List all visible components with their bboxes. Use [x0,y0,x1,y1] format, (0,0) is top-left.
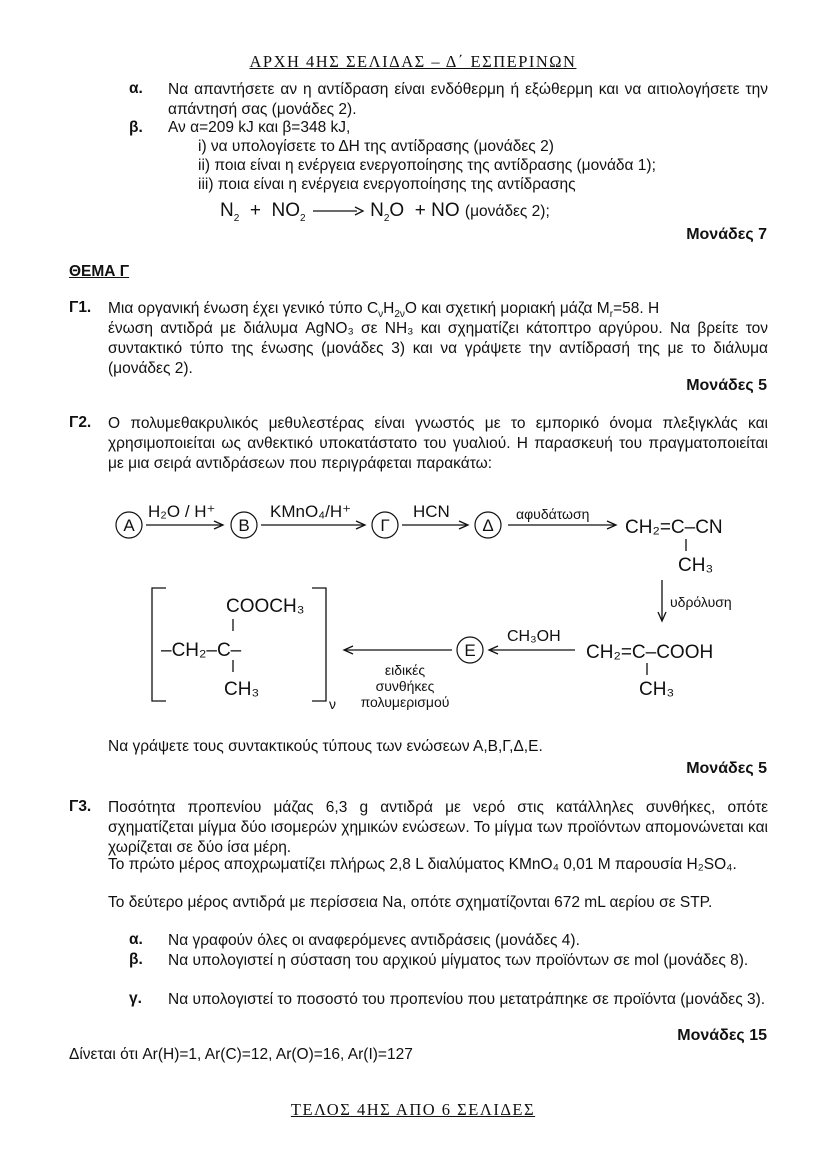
g3-marks: Μονάδες 15 [677,1027,767,1044]
reaction-suffix: (μονάδες 2); [464,203,550,220]
cond-line-3: πολυμερισμού [360,694,450,710]
given-values: Δίνεται ότι Ar(H)=1, Ar(C)=12, Ar(O)=16, Ar(I)=127 [69,1046,413,1063]
g2-question: Να γράψετε τους συντακτικούς τύπους των ενώσεων Α,Β,Γ,Δ,Ε. [108,738,543,755]
g3-item-c-label: γ. [129,990,142,1007]
polymer-chain: –CH₂–C– [161,640,242,661]
g3-p1: Ποσότητα προπενίου μάζας 6,3 g αντιδρά με νερό στις κατάλληλες συνθήκες, οπότε σχηματίζεται μίγμα δύο ισομερών χημικών ενώσεων. Το μίγμα των προϊόντων απομονώνεται και χωρίζεται σε δύο ίσα μέρη. [108,799,768,856]
node-g: Γ [380,516,390,535]
cond-line-2: συνθήκες [375,678,435,694]
node-b: Β [238,516,250,535]
arrow3-label: HCN [413,502,450,521]
methanol-label: CH₃OH [507,628,561,645]
cond-line-1: ειδικές [384,662,426,678]
g1-line1-post: O και σχετική μοριακή μάζα M [404,300,610,317]
g1-rest: ένωση αντιδρά με διάλυμα AgNO₃ σε NH₃ και σχηματίζει κάτοπτρο αργύρου. Να βρείτε τον συντακτικό τύπο της ένωσης (μονάδες 3) και να γράψετε την αντίδρασή της με το διάλυμα (μονάδες 2). [108,320,768,377]
g3-p2: Το πρώτο μέρος αποχρωματίζει πλήρως 2,8 L διαλύματος KMnO₄ 0,01 M παρουσία H₂SO₄. [108,856,737,873]
node-d: Δ [482,516,494,535]
part-b-item-2: ii) ποια είναι η ενέργεια ενεργοποίησης της αντίδρασης (μονάδα 1); [198,157,656,174]
part-a-label: α. [129,80,143,97]
synthesis-diagram [0,495,826,725]
hydrolysis-label: υδρόλυση [670,594,732,610]
g3-label: Γ3. [69,798,92,815]
part-b-item-1: i) να υπολογίσετε το ΔΗ της αντίδρασης (μονάδες 2) [198,138,554,155]
part-b-intro: Αν α=209 kJ και β=348 kJ, [168,119,351,136]
marks-b: Μονάδες 7 [686,226,767,243]
part-a-text: Να απαντήσετε αν η αντίδραση είναι ενδόθερμη ή εξώθερμη και να αιτιολογήσετε την απάντησή σας (μονάδες 2). [168,81,768,118]
polymer-subscript: ν [329,696,336,712]
g3-item-c-text: Να υπολογιστεί το ποσοστό του προπενίου που μετατράπηκε σε προϊόντα (μονάδες 3). [168,991,766,1008]
acid-product: CH₂=C–COOH [586,642,714,663]
g1-line1-pre: Μια οργανική ένωση έχει γενικό τύπο C [108,300,379,317]
arrow1-label: H₂O / H⁺ [148,502,216,521]
page-footer: ΤΕΛΟΣ 4ΗΣ ΑΠΟ 6 ΣΕΛΙΔΕΣ [290,1100,536,1119]
reaction-equation: $N_2 + NO_2$ $N_2O$ + NO (μονάδες 2); [220,200,550,224]
g1-marks: Μονάδες 5 [686,377,767,394]
nitrile-methyl: CH₃ [678,555,714,576]
g1-line1: Μια οργανική ένωση έχει γενικό τύπο $C_\nu H_{2\nu}O$ και σχετική μοριακή μάζα $M_r=58$. Η [108,300,660,321]
g2-marks: Μονάδες 5 [686,760,767,777]
polymer-ester-group: COOCH₃ [226,596,305,617]
reaction-arrow [311,205,365,217]
node-a: Α [123,516,135,535]
node-e: Ε [464,641,476,660]
g3-item-a-text: Να γραφούν όλες οι αναφερόμενες αντιδράσεις (μονάδες 4). [168,932,580,949]
arrow2-label: KMnO₄/H⁺ [270,502,352,521]
g2-text: Ο πολυμεθακρυλικός μεθυλεστέρας είναι γνωστός με το εμπορικό όνομα πλεξιγκλάς και χρησιμοποιείται ως ανθεκτικό υποκατάστατο του γυαλιού. Η παρασκευή του πραγματοποιείται με μια σειρά αντιδράσεων που περιγράφεται παρακάτω: [108,415,768,472]
polymer-methyl: CH₃ [224,679,260,700]
g3-item-a-label: α. [129,931,143,948]
theme-title: ΘΕΜΑ Γ [69,263,130,280]
g3-item-b-text: Να υπολογιστεί η σύσταση του αρχικού μίγματος των προϊόντων σε mol (μονάδες 8). [168,952,749,969]
g1-label: Γ1. [69,299,92,316]
g3-item-b-label: β. [129,951,143,968]
g1-line1-end: =58. Η [613,300,660,317]
page-header: ΑΡΧΗ 4ΗΣ ΣΕΛΙΔΑΣ – Δ΄ ΕΣΠΕΡΙΝΩΝ [249,52,577,71]
product-nitrile: CH₂=C–CN [625,517,723,538]
part-b-label: β. [129,119,143,136]
g3-p3: Το δεύτερο μέρος αντιδρά με περίσσεια Na, οπότε σχηματίζονται 672 mL αερίου σε STP. [108,894,713,911]
part-b-item-3: iii) ποια είναι η ενέργεια ενεργοποίησης της αντίδρασης [198,176,576,193]
arrow4-label: αφυδάτωση [516,506,590,522]
g2-label: Γ2. [69,414,92,431]
acid-methyl: CH₃ [639,679,675,700]
